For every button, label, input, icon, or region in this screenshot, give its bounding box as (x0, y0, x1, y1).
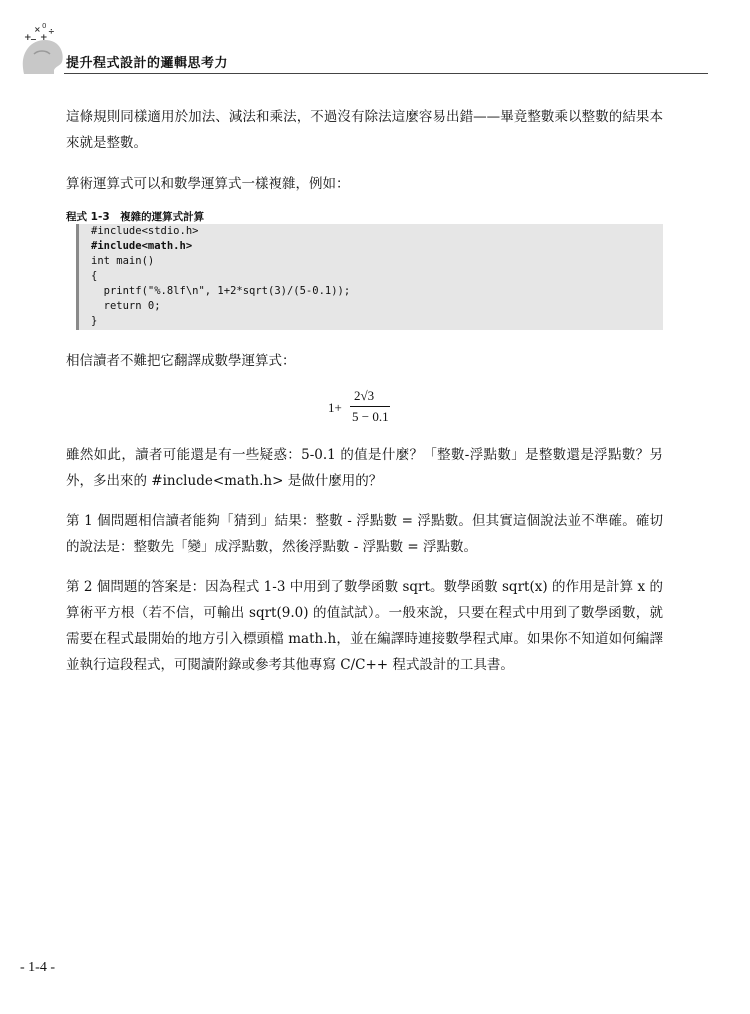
math-formula (328, 388, 448, 428)
paragraph-1: 這條規則同樣適用於加法、減法和乘法，不過沒有除法這麼容易出錯——畢竟整數乘以整數的結果本來就是整數。 (66, 109, 663, 151)
paragraph-3: 相信讀者不難把它翻譯成數學運算式： (66, 353, 296, 369)
svg-text:×: × (34, 25, 41, 34)
code-line: { (91, 270, 98, 282)
code-line: #include<stdio.h> (91, 225, 199, 237)
paragraph-6: 第 2 個問題的答案是：因為程式 1-3 中用到了數學函數 sqrt。數學函數 sqrt(x) 的作用是計算 x 的算術平方根（若不信，可輸出 sqrt(9.0) 的值試試）。一般來說，只要在程式中用到了數學函數，就需要在程式最開始的地方引入標頭檔 math.h，並在編譯時連接數學程式庫。如果你不知道如何編譯並執行這段程式，可閱讀附錄或參考其他專寫 C/C++ 程式設計的工具書。 (66, 579, 663, 673)
svg-text:÷: ÷ (48, 27, 55, 36)
code-listing (76, 224, 663, 330)
code-caption: 程式 1-3 複雜的運算式計算 (66, 211, 205, 223)
page-number: - 1-4 - (20, 960, 55, 975)
formula-denominator: 5 − 0.1 (352, 409, 389, 424)
svg-text:−: − (30, 35, 37, 44)
chapter-title: 提升程式設計的邏輯思考力 (66, 56, 229, 71)
code-line: return 0; (91, 300, 161, 312)
svg-text:0: 0 (42, 22, 47, 30)
page-header (18, 18, 710, 78)
code-line: #include<math.h> (91, 240, 193, 252)
code-line: } (91, 315, 98, 327)
formula-one-plus: 1+ (328, 400, 342, 415)
header-divider (64, 73, 708, 74)
paragraph-4: 雖然如此，讀者可能還是有一些疑惑：5-0.1 的值是什麼？「整數-浮點數」是整數還是浮點數？另外，多出來的 #include<math.h> 是做什麼用的？ (66, 447, 663, 489)
svg-text:+: + (24, 33, 32, 43)
code-line: int main() (91, 255, 155, 267)
paragraph-2: 算術運算式可以和數學運算式一樣複雜，例如： (66, 176, 350, 192)
svg-text:+: + (40, 33, 48, 43)
paragraph-5: 第 1 個問題相信讀者能夠「猜到」結果：整數 - 浮點數 = 浮點數。但其實這個說法並不準確。確切的說法是：整數先「變」成浮點數，然後浮點數 - 浮點數 = 浮點數。 (66, 513, 663, 555)
code-line: printf("%.8lf\n", 1+2*sqrt(3)/(5-0.1)); (91, 285, 351, 297)
math-symbols-head-icon (18, 18, 70, 76)
fraction-bar (350, 406, 390, 407)
formula-numerator: 2√3 (354, 388, 375, 403)
